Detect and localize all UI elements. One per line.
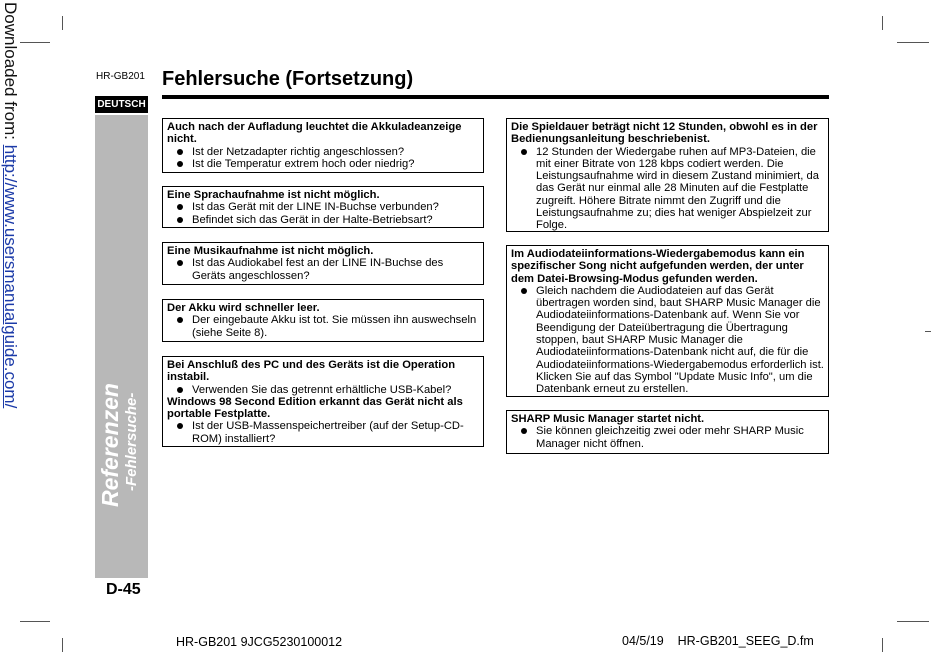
crop-mark [20, 42, 50, 43]
crop-mark [882, 16, 883, 30]
section-label: Referenzen [97, 383, 123, 507]
troubleshoot-box-playtime [506, 118, 829, 232]
box-title: Der Akku wird schneller leer. [167, 302, 320, 314]
footer-document-code: HR-GB201 9JCG5230100012 [176, 635, 343, 649]
footer-filename: HR-GB201_SEEG_D.fm [677, 634, 814, 648]
list-item: Verwenden Sie das getrennt erhältliche USB-Kabel? [167, 384, 479, 396]
troubleshoot-box-battery [162, 299, 484, 342]
box-title: Windows 98 Second Edition erkannt das Gerät nicht als portable Festplatte. [167, 395, 463, 421]
box-title: Im Audiodateiinformations-Wiedergabemodus kann ein spezifischer Song nicht aufgefunden werden, der unter dem Datei-Browsing-Modus gefunden werden. [511, 248, 805, 285]
troubleshoot-box-music-manager [506, 410, 829, 454]
crop-mark [925, 331, 931, 332]
footer-date: 04/5/19 [622, 634, 664, 648]
box-title: Bei Anschluß des PC und des Geräts ist die Operation instabil. [167, 359, 456, 384]
crop-mark [62, 16, 63, 30]
page-number: D-45 [106, 581, 141, 598]
box-title: Eine Musikaufnahme ist nicht möglich. [167, 245, 374, 257]
list-item: Ist die Temperatur extrem hoch oder niedrig? [167, 158, 479, 170]
list-item: Sie können gleichzeitig zwei oder mehr SHARP Music Manager nicht öffnen. [511, 425, 824, 450]
crop-mark [882, 638, 883, 652]
box-title: Auch nach der Aufladung leuchtet die Akkuladeanzeige nicht. [167, 121, 462, 146]
language-badge: DEUTSCH [95, 96, 148, 113]
list-item: Befindet sich das Gerät in der Halte-Betriebsart? [167, 214, 479, 226]
list-item: 12 Stunden der Wiedergabe ruhen auf MP3-Dateien, die mit einer Bitrate von 128 kbps codiert werden. Die Leistungsaufnahme wird in diesem Zustand minimiert, da das Gerät nur einmal alle 28 Minuten auf die Festplatte zugreift. Höhere Bitrate nimmt den Zugriff und die Leistungsaufnahme zu; dies hat weniger Abspielzeit zur Folge. [511, 146, 824, 232]
troubleshoot-box-voice-recording [162, 186, 484, 228]
list-item: Ist das Gerät mit der LINE IN-Buchse verbunden? [167, 201, 479, 213]
page-title: Fehlersuche (Fortsetzung) [162, 68, 414, 90]
box-title: Eine Sprachaufnahme ist nicht möglich. [167, 189, 380, 201]
list-item: Ist das Audiokabel fest an der LINE IN-Buchse des Geräts angeschlossen? [167, 257, 479, 282]
footer-print-info [622, 634, 814, 648]
download-note-prefix: Downloaded from: [1, 2, 20, 145]
crop-mark [897, 621, 929, 622]
list-item: Ist der USB-Massenspeichertreiber (auf der Setup-CD-ROM) installiert? [167, 420, 479, 445]
crop-mark [62, 638, 63, 652]
list-item: Der eingebaute Akku ist tot. Sie müssen ihn auswechseln (siehe Seite 8). [167, 314, 479, 339]
box-title: Die Spieldauer beträgt nicht 12 Stunden, obwohl es in der Bedienungsanleitung beschriebenist. [511, 121, 818, 146]
troubleshoot-box-song-not-found [506, 245, 829, 397]
troubleshoot-box-charge-indicator [162, 118, 484, 173]
crop-mark [897, 42, 929, 43]
list-item: Gleich nachdem die Audiodateien auf das Gerät übertragen worden sind, baut SHARP Music Manager die Audiodateiinformations-Datenbank auf. Wenn Sie vor Beendigung der Dateiübertragung die Übertragung stoppen, baut SHARP Music Manager die Audiodateiinformations-Datenbank nicht auf, die für die Audiodateiinformations-Wiedergabemodus erforderlich ist. Klicken Sie auf das Symbol "Update Music Info", um die Datenbank erneut zu erstellen. [511, 285, 824, 396]
download-source-link[interactable]: http://www.usersmanualguide.com/ [1, 144, 20, 409]
title-rule [162, 95, 829, 99]
subsection-label: -Fehlersuche- [123, 392, 140, 491]
section-sidebar [95, 115, 148, 578]
header-model: HR-GB201 [96, 71, 145, 82]
box-title: SHARP Music Manager startet nicht. [511, 413, 705, 425]
download-note [0, 0, 20, 409]
troubleshoot-box-music-recording [162, 242, 484, 285]
troubleshoot-box-pc-connection [162, 356, 484, 447]
crop-mark [20, 621, 50, 622]
list-item: Ist der Netzadapter richtig angeschlossen? [167, 146, 479, 158]
